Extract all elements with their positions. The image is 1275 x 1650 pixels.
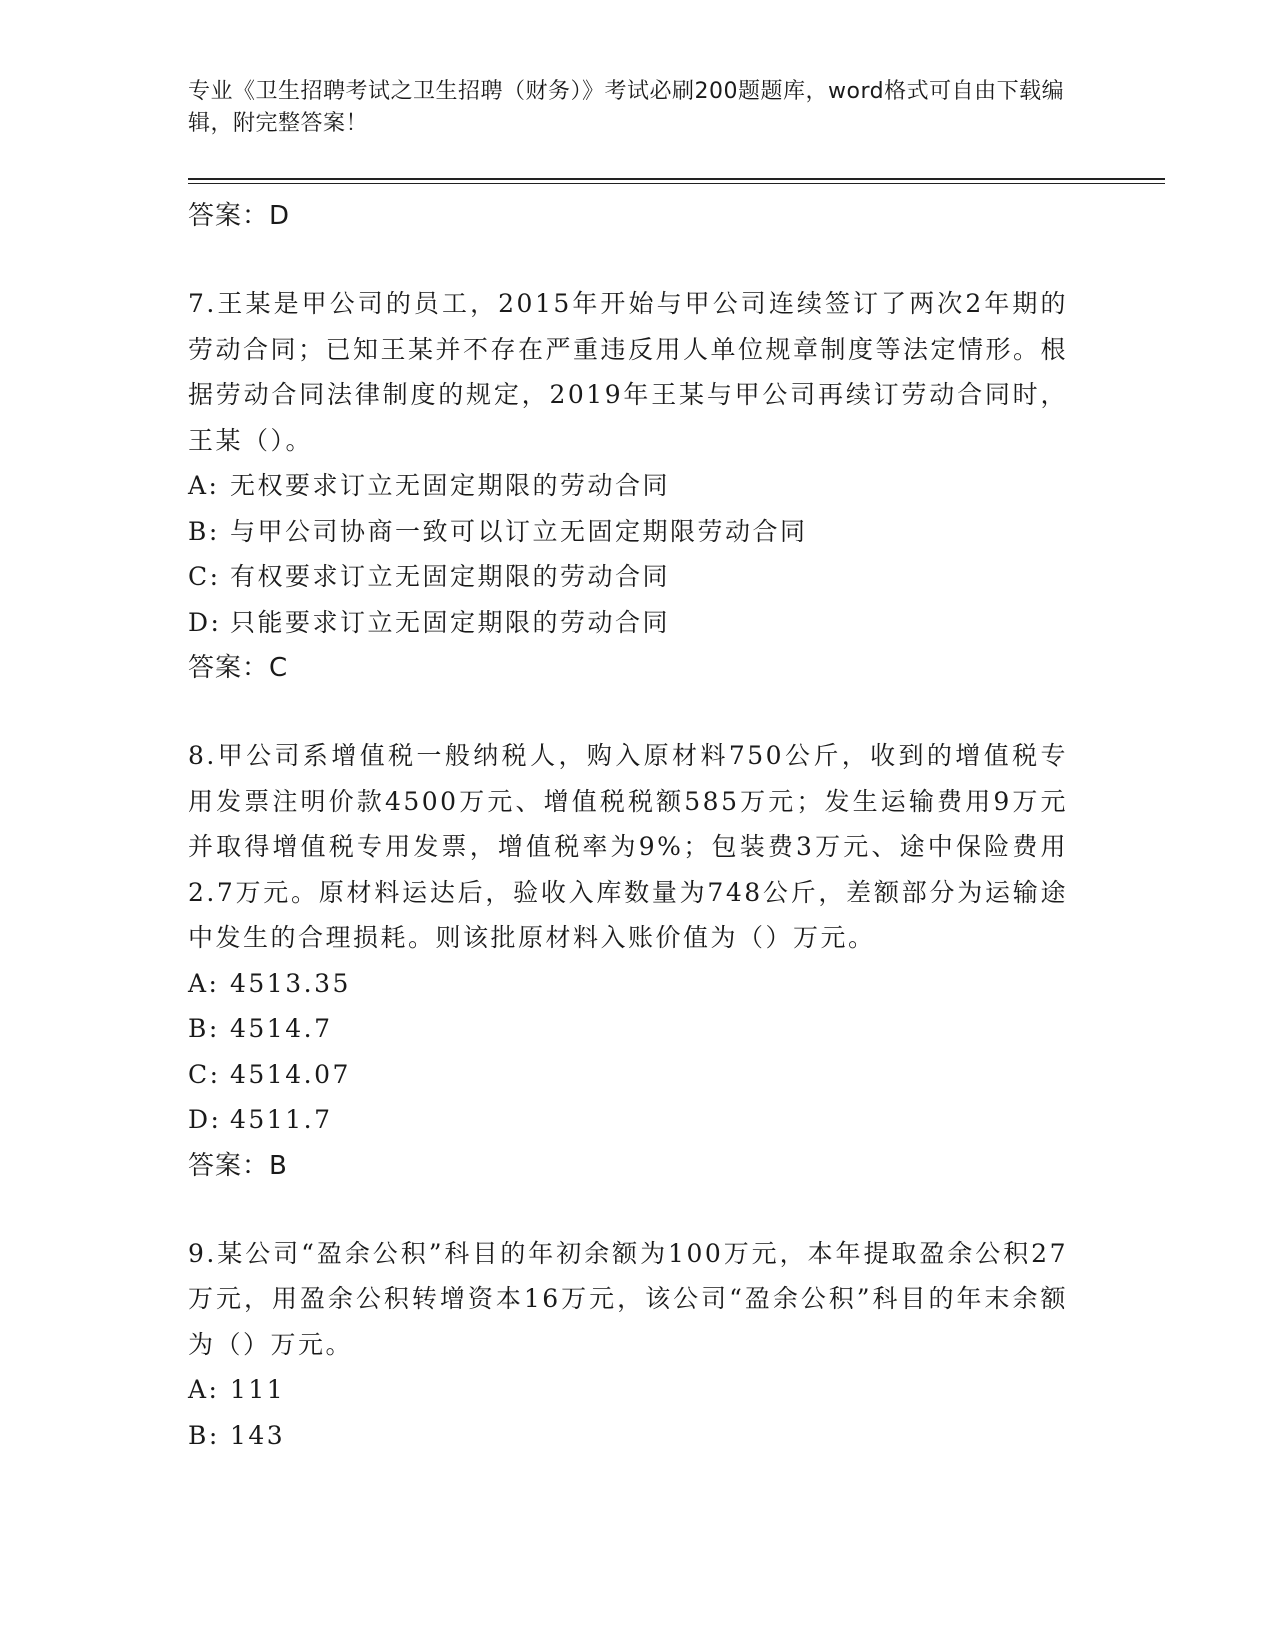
option-b: [188, 509, 1068, 555]
question-7: [188, 281, 1068, 691]
option-a: [188, 1367, 1068, 1413]
spacer: [188, 239, 1068, 281]
document-body: [188, 193, 1068, 1458]
option-text: 4513.35: [230, 968, 351, 998]
question-stem: 7.王某是甲公司的员工，2015年开始与甲公司连续签订了两次2年期的劳动合同；已知王某并不存在严重违反用人单位规章制度等法定情形。根据劳动合同法律制度的规定，2019年王某与甲公司再续订劳动合同时，王某（）。: [188, 289, 1069, 455]
header-divider-thick: [188, 178, 1165, 180]
answer: 答案：B: [188, 1150, 288, 1181]
option-d: [188, 600, 1068, 646]
question-9: [188, 1231, 1068, 1459]
option-letter: A:: [188, 1375, 220, 1404]
option-text: 与甲公司协商一致可以订立无固定期限劳动合同: [230, 516, 808, 546]
option-text: 111: [230, 1375, 286, 1404]
option-letter: C:: [188, 1059, 221, 1089]
previous-answer: 答案：D: [188, 201, 291, 231]
option-letter: A:: [188, 968, 220, 998]
option-text: 4514.7: [230, 1014, 333, 1043]
option-d: [188, 1097, 1068, 1143]
option-text: 有权要求订立无固定期限的劳动合同: [230, 562, 671, 591]
option-b: [188, 1413, 1068, 1459]
question-stem: 9.某公司“盈余公积”科目的年初余额为100万元，本年提取盈余公积27万元，用盈余公积转增资本16万元，该公司“盈余公积”科目的年末余额为（）万元。: [188, 1238, 1068, 1359]
option-c: [188, 1052, 1068, 1098]
option-letter: A:: [188, 471, 220, 500]
option-text: 只能要求订立无固定期限的劳动合同: [230, 607, 671, 637]
option-letter: D:: [188, 1105, 222, 1134]
spacer: [188, 691, 1068, 733]
page-header: 专业《卫生招聘考试之卫生招聘（财务）》考试必刷200题题库，word格式可自由下载编辑，附完整答案！: [188, 79, 1065, 136]
option-letter: B:: [188, 1420, 220, 1450]
option-a: [188, 961, 1068, 1007]
option-letter: B:: [188, 1014, 220, 1043]
spacer: [188, 1189, 1068, 1231]
option-c: [188, 554, 1068, 600]
option-letter: B:: [188, 516, 220, 546]
option-letter: C:: [188, 562, 221, 591]
answer: 答案：C: [188, 653, 289, 683]
option-b: [188, 1006, 1068, 1052]
option-text: 4514.07: [230, 1059, 351, 1089]
question-8: [188, 733, 1068, 1189]
option-text: 143: [230, 1420, 286, 1450]
option-text: 无权要求订立无固定期限的劳动合同: [230, 471, 671, 500]
option-letter: D:: [188, 607, 222, 637]
header-divider-thin: [188, 183, 1165, 184]
option-a: [188, 463, 1068, 509]
question-stem: 8.甲公司系增值税一般纳税人，购入原材料750公斤，收到的增值税专用发票注明价款4500万元、增值税税额585万元；发生运输费用9万元并取得增值税专用发票，增值税率为9%；包装费3万元、途中保险费用2.7万元。原材料运达后，验收入库数量为748公斤，差额部分为运输途中发生的合理损耗。则该批原材料入账价值为（）万元。: [188, 741, 1068, 952]
option-text: 4511.7: [230, 1105, 333, 1134]
